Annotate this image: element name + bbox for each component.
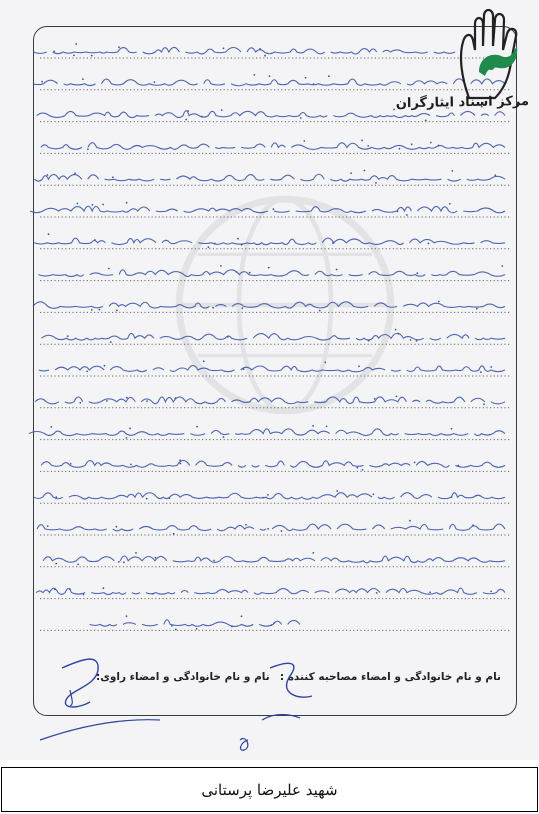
logo-text: مرکز اسناد ایثارگران	[395, 93, 530, 112]
interviewer-signature-label: نام و نام خانوادگی و امضاء مصاحبه کننده :	[279, 671, 501, 683]
caption-box	[1, 767, 538, 812]
narrator-signature-label: نام و نام خانوادگی و امضاء راوی:	[96, 671, 270, 683]
caption-text: شهید علیرضا پرستانی	[201, 780, 338, 799]
